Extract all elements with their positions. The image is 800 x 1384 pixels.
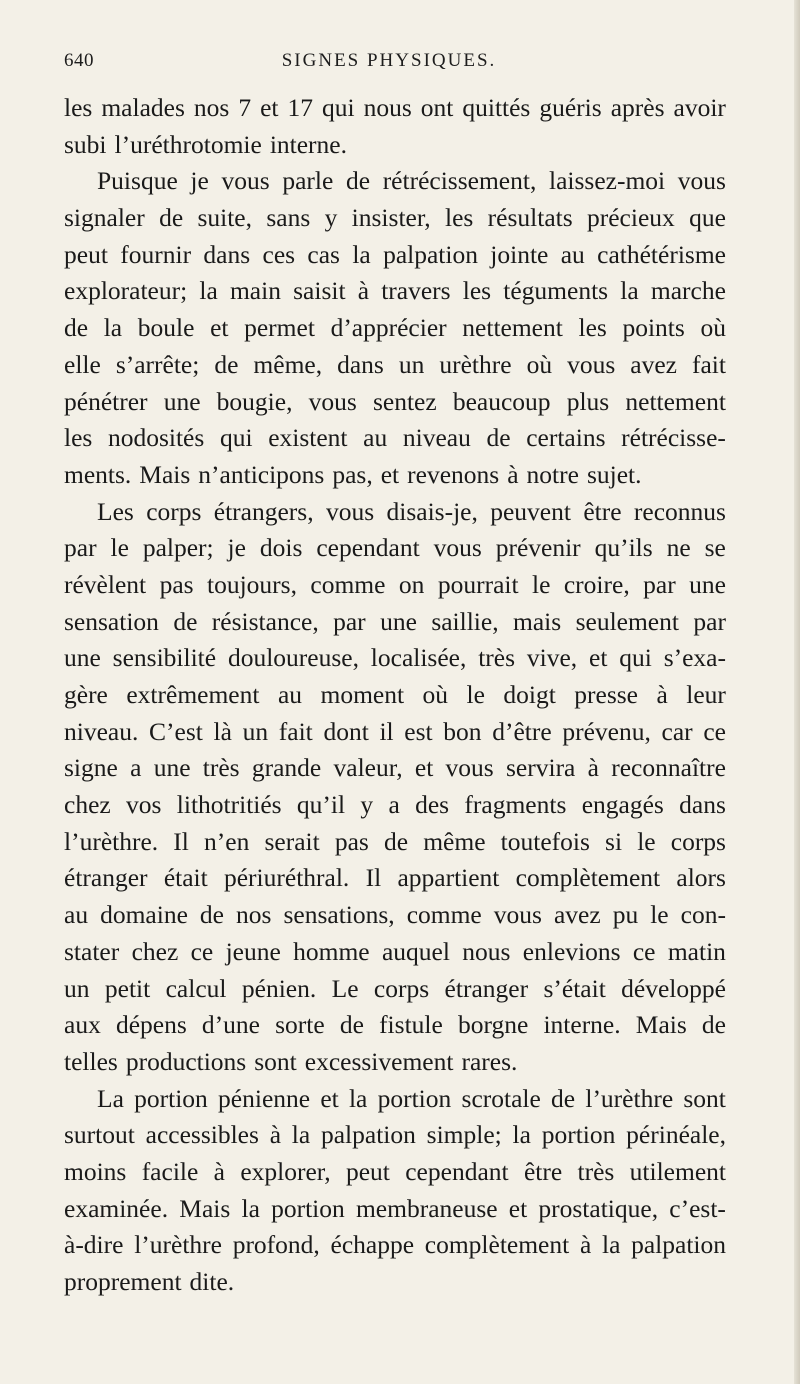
text-line: pénétrer une bougie, vous sentez beaucoup plus nettement: [64, 386, 726, 416]
text-line: les nodosités qui existent au niveau de certains rétrécisse-: [64, 423, 726, 453]
page-number: 640: [64, 50, 94, 71]
body-text: [64, 90, 726, 1301]
text-line: ments. Mais n’anticipons pas, et revenons à notre sujet.: [64, 459, 642, 489]
text-line: moins facile à explorer, peut cependant être très utilement: [64, 1156, 726, 1186]
text-line: les malades nos 7 et 17 qui nous ont quittés guéris après avoir: [64, 93, 726, 122]
text-line: révèlent pas toujours, comme on pourrait le croire, par une: [64, 569, 726, 599]
text-line: par le palper; je dois cependant vous prévenir qu’ils ne se: [64, 533, 726, 563]
text-line: gère extrêmement au moment où le doigt presse à leur: [64, 680, 726, 709]
text-line: étranger était périuréthral. Il appartient complètement alors: [64, 863, 726, 893]
text-line: Puisque je vous parle de rétrécissement, laissez-moi vous: [97, 166, 726, 196]
text-line: à-dire l’urèthre profond, échappe complètement à la palpation: [64, 1230, 726, 1260]
text-line: aux dépens d’une sorte de fistule borgne interne. Mais de: [64, 1010, 726, 1040]
text-line: stater chez ce jeune homme auquel nous enlevions ce matin: [64, 936, 726, 966]
text-line: sensation de résistance, par une saillie, mais seulement par: [64, 606, 726, 636]
text-line: La portion pénienne et la portion scrotale de l’urèthre sont: [97, 1083, 726, 1113]
text-line: chez vos lithotritiés qu’il y a des fragments engagés dans: [64, 790, 726, 820]
text-line: subi l’uréthrotomie interne.: [64, 129, 347, 159]
text-line: proprement dite.: [64, 1267, 235, 1296]
text-line: l’urèthre. Il n’en serait pas de même toutefois si le corps: [64, 826, 726, 856]
text-line: un petit calcul pénien. Le corps étranger s’était développé: [64, 973, 726, 1003]
text-line: examinée. Mais la portion membraneuse et prostatique, c’est-: [64, 1193, 726, 1223]
text-line: explorateur; la main saisit à travers les téguments la marche: [64, 276, 726, 306]
text-line: de la boule et permet d’apprécier nettement les points où: [64, 313, 726, 343]
page-edge: [794, 0, 800, 1384]
text-line: peut fournir dans ces cas la palpation jointe au cathétérisme: [64, 239, 726, 269]
text-line: au domaine de nos sensations, comme vous avez pu le con-: [64, 900, 726, 930]
text-line: telles productions sont excessivement rares.: [64, 1046, 518, 1076]
text-line: surtout accessibles à la palpation simple; la portion périnéale,: [64, 1120, 726, 1150]
text-line: elle s’arrête; de même, dans un urèthre où vous avez fait: [64, 349, 726, 379]
running-head: SIGNES PHYSIQUES.: [281, 50, 497, 71]
text-line: signe a une très grande valeur, et vous servira à reconnaître: [64, 753, 726, 783]
text-line: niveau. C’est là un fait dont il est bon d’être prévenu, car ce: [64, 716, 726, 746]
text-line: Les corps étrangers, vous disais-je, peuvent être reconnus: [97, 496, 726, 526]
text-line: signaler de suite, sans y insister, les résultats précieux que: [64, 203, 726, 233]
text-line: une sensibilité douloureuse, localisée, très vive, et qui s’exa-: [64, 643, 726, 673]
page-header: [64, 50, 714, 80]
